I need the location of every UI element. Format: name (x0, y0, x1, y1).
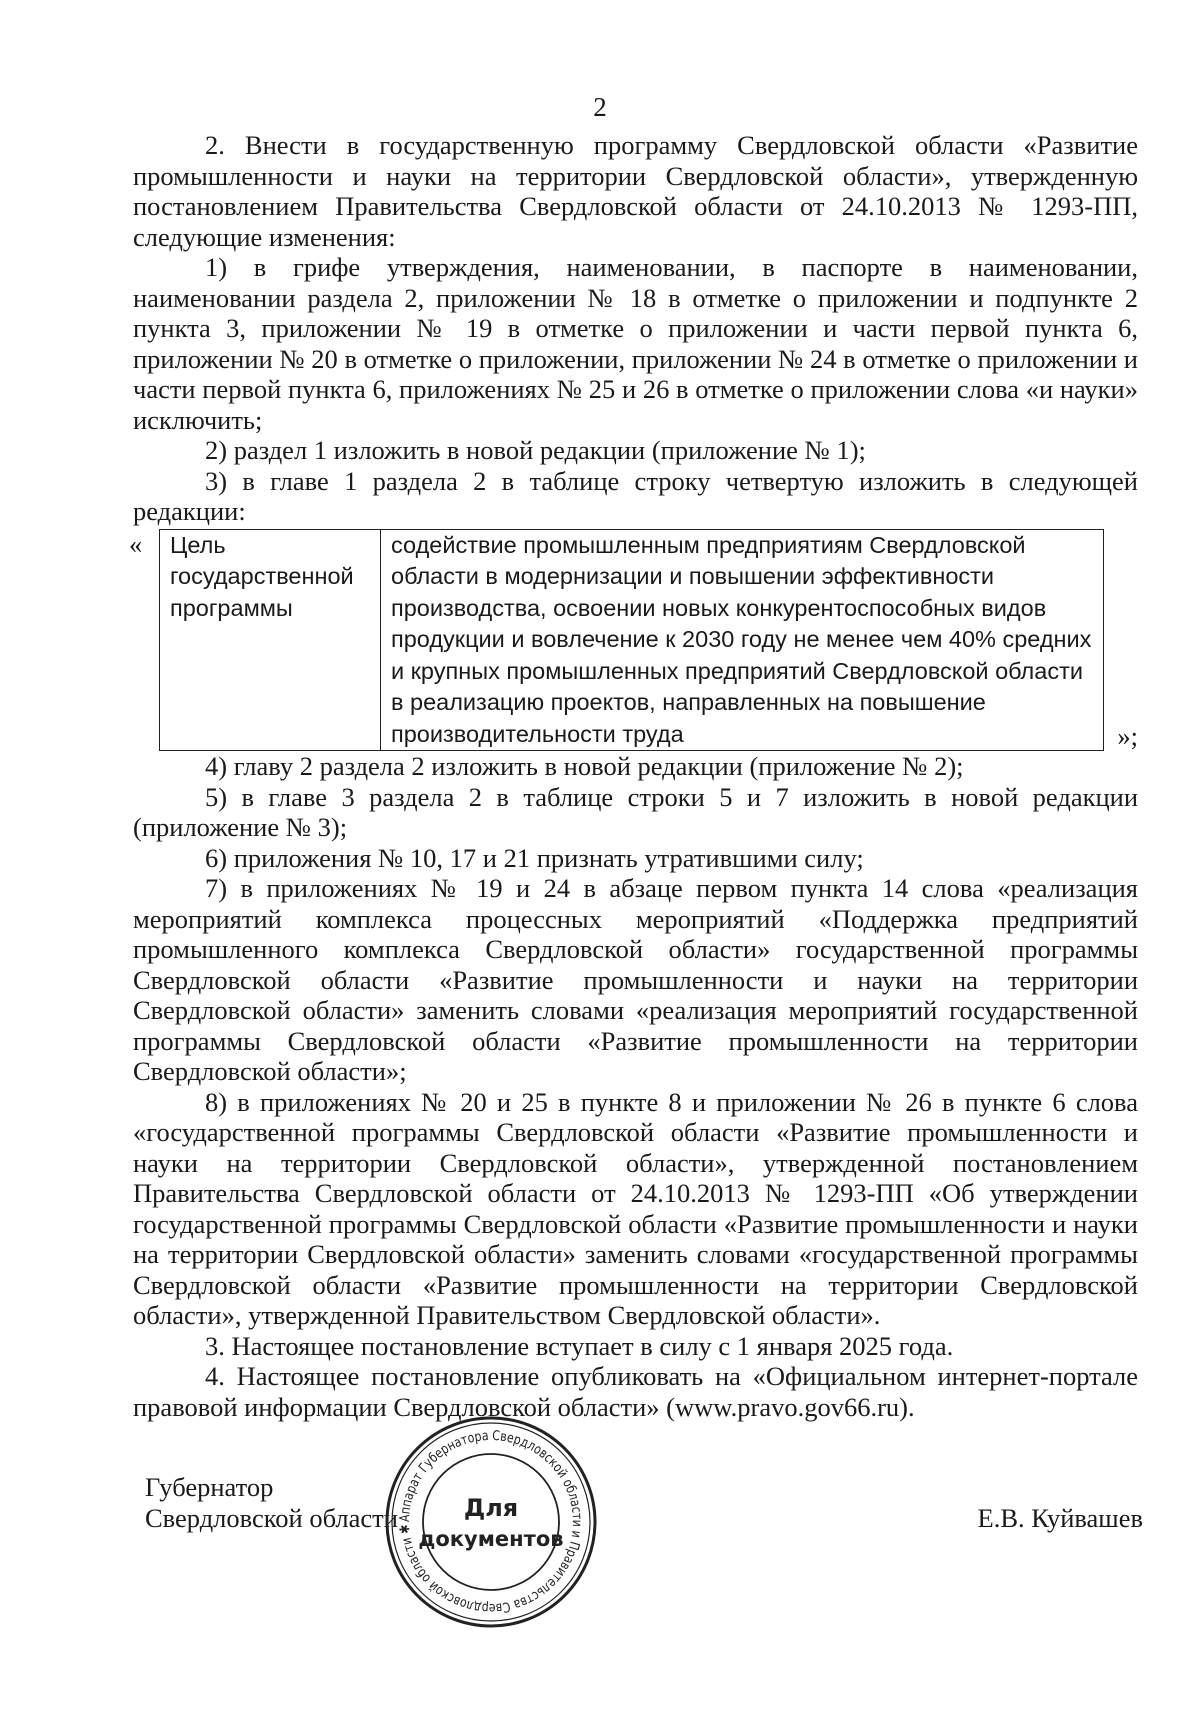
signatory-name: Е.В. Куйвашев (977, 1503, 1143, 1533)
subparagraph-6: 6) приложения № 10, 17 и 21 признать утратившими силу; (205, 842, 864, 873)
subparagraph-5: 5) в главе 3 раздела 2 в таблице строки 5 и 7 изложить в новой редакции (приложение № 3); (133, 781, 1138, 842)
document-body (129, 130, 1138, 1422)
stamp-inner-ring (423, 1454, 559, 1590)
table-cell-label: Цель государственной программы (160, 529, 381, 751)
stamp-outer-ring (387, 1418, 595, 1626)
table-cell-value: содействие промышленным предприятиям Свердловской области в модернизации и повышении эффективности производства, освоении новых конкурентоспособных видов продукции и вовлечение к 2030 году не менее чем 40% средних и крупных промышленных предприятий Свердловской области в реализацию проектов, направленных на повышение производительности труда (381, 529, 1104, 751)
stamp-center-line1: Для (463, 1494, 519, 1522)
stamp-ring-text: Аппарат Губернатора Свердловской области и Правительства Свердловской области ✱ (396, 1427, 586, 1617)
subparagraph-2: 2) раздел 1 изложить в новой редакции (приложение № 1); (205, 435, 866, 465)
stamp-center-line2: документов (418, 1527, 564, 1551)
table-open-quote: « (129, 528, 143, 559)
paragraph-item-2: 2. Внести в государственную программу Свердловской области «Развитие промышленности и науки на территории Свердловской области», утвержденную постановлением Правительства Свердловской области от 24.10.2013 № 1293-ПП, следующие изменения: (133, 130, 1138, 252)
table-row (160, 529, 1104, 751)
signatory-title (145, 1472, 398, 1534)
subparagraph-7: 7) в приложениях № 19 и 24 в абзаце первом пункта 14 слова «реализация мероприятий комплекса процессных мероприятий «Поддержка предприятий промышленного комплекса Свердловской области» государственной программы Свердловской области «Развитие промышленности и науки на территории Свердловской области» заменить словами «реализация мероприятий государственной программы Свердловской области «Развитие промышленности на территории Свердловской области»; (133, 873, 1138, 1086)
table-close-quote: »; (1117, 720, 1138, 751)
official-stamp (381, 1412, 601, 1632)
signatory-title-line1: Губернатор (145, 1472, 274, 1502)
paragraph-item-4: 4. Настоящее постановление опубликовать на «Официальном интернет-портале правовой информации Свердловской области» (www.pravo.gov66.ru). (133, 1361, 1138, 1422)
amendment-table-block (129, 528, 1138, 752)
subparagraph-4: 4) главу 2 раздела 2 изложить в новой редакции (приложение № 2); (205, 751, 964, 781)
signatory-title-line2: Свердловской области (145, 1503, 398, 1533)
subparagraph-1: 1) в грифе утверждения, наименовании, в паспорте в наименовании, наименовании раздела 2, приложении № 18 в отметке о приложении и подпункте 2 пункта 3, приложении № 19 в отметке о приложении и части первой пункта 6, приложении № 20 в отметке о приложении, приложении № 24 в отметке о приложении и части первой пункта 6, приложениях № 25 и 26 в отметке о приложении слова «и науки» исключить; (133, 252, 1138, 435)
subparagraph-8: 8) в приложениях № 20 и 25 в пункте 8 и приложении № 26 в пункте 6 слова «государственной программы Свердловской области «Развитие промышленности и науки на территории Свердловской области», утвержденной постановлением Правительства Свердловской области от 24.10.2013 № 1293-ПП «Об утверждении государственной программы Свердловской области «Развитие промышленности и науки на территории Свердловской области» заменить словами «государственной программы Свердловской области «Развитие промышленности на территории Свердловской области», утвержденной Правительством Свердловской области». (133, 1086, 1138, 1330)
page-number: 2 (593, 92, 607, 122)
subparagraph-3: 3) в главе 1 раздела 2 в таблице строку четвертую изложить в следующей редакции: (133, 465, 1138, 526)
goal-table (159, 529, 1104, 752)
paragraph-item-3: 3. Настоящее постановление вступает в силу с 1 января 2025 года. (205, 1330, 954, 1361)
stamp-outer-ring-inner (392, 1423, 590, 1621)
